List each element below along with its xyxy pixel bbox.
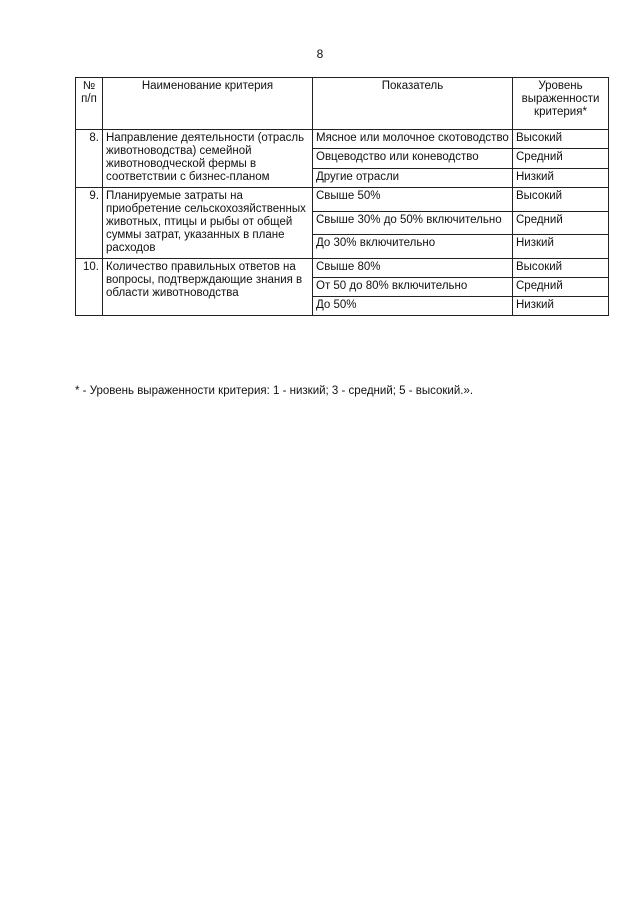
level-cell: Средний — [513, 149, 609, 168]
level-cell: Высокий — [513, 188, 609, 212]
indicator-cell: До 30% включительно — [313, 235, 513, 259]
indicator-cell: Другие отрасли — [313, 168, 513, 187]
header-level: Уровень выраженности критерия* — [513, 78, 609, 130]
header-name: Наименование критерия — [103, 78, 313, 130]
criterion-name: Количество правильных ответов на вопросы, подтверждающие знания в области животноводства — [103, 259, 313, 316]
criterion-name: Планируемые затраты на приобретение сельскохозяйственных животных, птицы и рыбы от общей суммы затрат, указанных в плане расходов — [103, 188, 313, 259]
criterion-name: Направление деятельности (отрасль животноводства) семейной животноводческой фермы в соответствии с бизнес-планом — [103, 130, 313, 188]
indicator-cell: Свыше 50% — [313, 188, 513, 212]
indicator-cell: До 50% — [313, 297, 513, 316]
level-cell: Низкий — [513, 235, 609, 259]
header-num: № п/п — [76, 78, 103, 130]
level-cell: Средний — [513, 278, 609, 297]
indicator-cell: Свыше 30% до 50% включительно — [313, 211, 513, 235]
indicator-cell: Овцеводство или коневодство — [313, 149, 513, 168]
criteria-table — [75, 77, 609, 316]
level-cell: Высокий — [513, 259, 609, 278]
level-cell: Низкий — [513, 168, 609, 187]
level-cell: Средний — [513, 211, 609, 235]
table-row — [76, 259, 609, 278]
table-header-row — [76, 78, 609, 130]
table-row — [76, 188, 609, 212]
level-cell: Высокий — [513, 130, 609, 149]
indicator-cell: Свыше 80% — [313, 259, 513, 278]
footnote: * - Уровень выраженности критерия: 1 - низкий; 3 - средний; 5 - высокий.». — [75, 385, 474, 397]
indicator-cell: От 50 до 80% включительно — [313, 278, 513, 297]
header-indicator: Показатель — [313, 78, 513, 130]
criterion-number: 8. — [76, 130, 103, 188]
level-cell: Низкий — [513, 297, 609, 316]
table-row — [76, 130, 609, 149]
page-number: 8 — [316, 47, 324, 61]
criterion-number: 9. — [76, 188, 103, 259]
criterion-number: 10. — [76, 259, 103, 316]
indicator-cell: Мясное или молочное скотоводство — [313, 130, 513, 149]
